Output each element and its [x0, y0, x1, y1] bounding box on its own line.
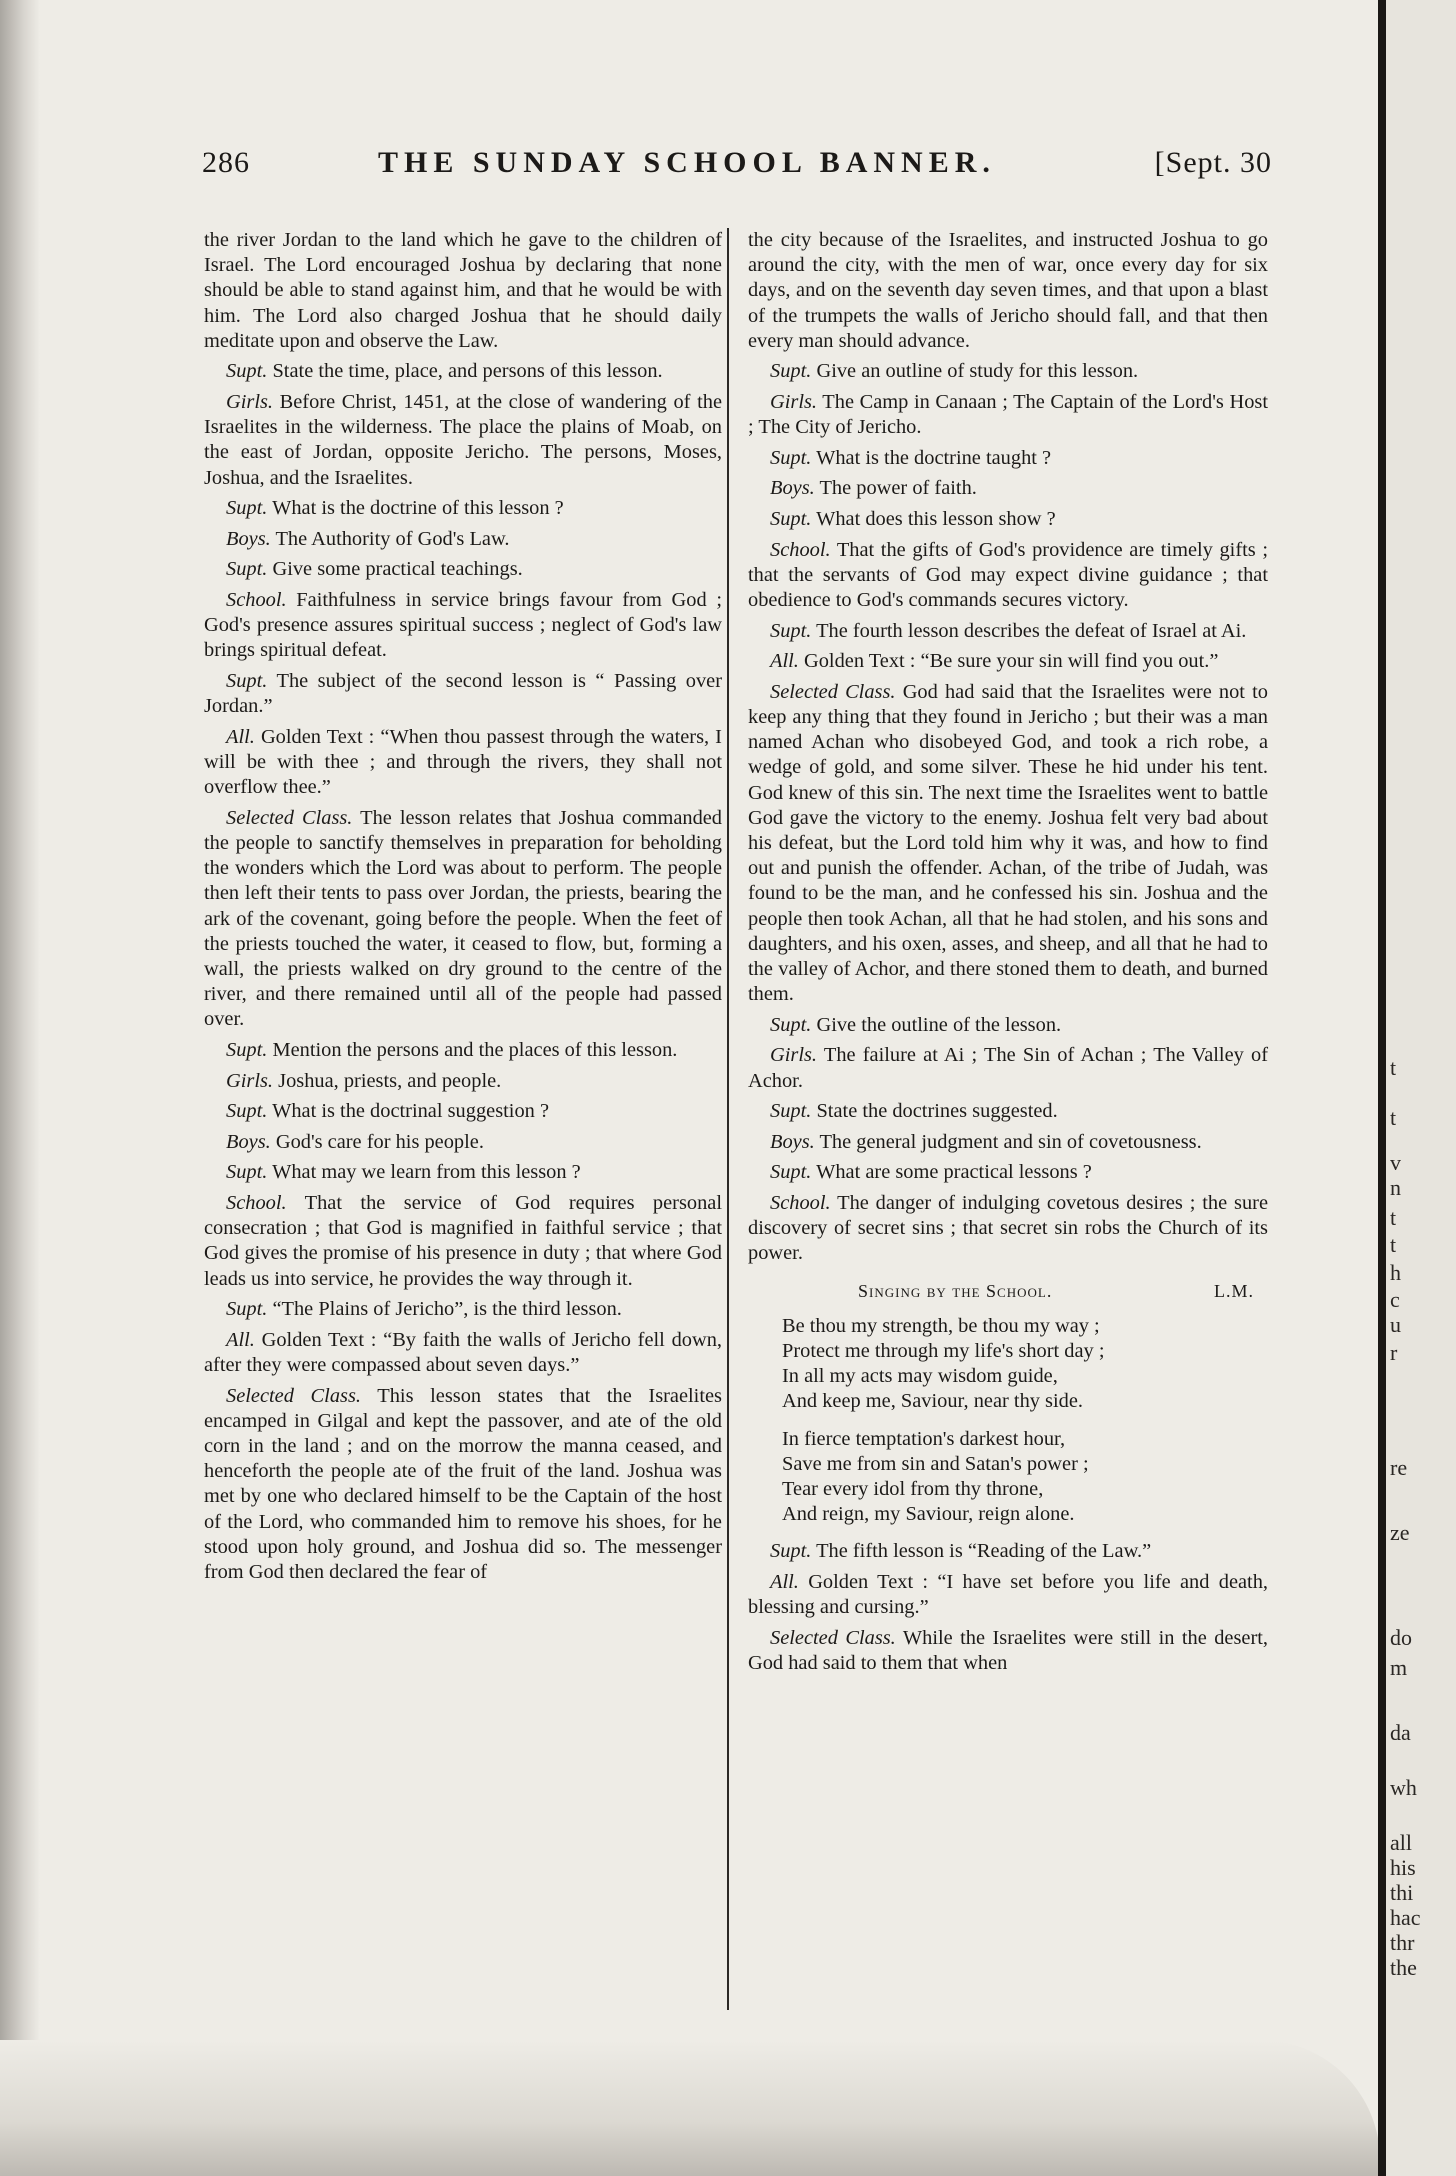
- hymn-line: Be thou my strength, be thou my way ;: [782, 1314, 1100, 1337]
- speaker-label: Supt.: [226, 497, 268, 520]
- facing-page-text-fragment: t: [1390, 1105, 1397, 1130]
- speaker-label: Boys.: [770, 477, 815, 500]
- dialogue-paragraph: [748, 538, 1268, 614]
- paragraph-text: State the doctrines suggested.: [816, 1100, 1058, 1123]
- facing-page-text-fragment: t: [1390, 1205, 1397, 1230]
- paragraph-text: Faithfulness in service brings favour from God ; God's presence assures spiritual success ; neglect of God's law brings spiritual defeat.: [204, 588, 722, 662]
- facing-page-text-fragment: thi: [1390, 1880, 1414, 1905]
- dialogue-paragraph: [204, 1099, 722, 1124]
- paragraph-text: This lesson states that the Israelites encamped in Gilgal and kept the passover, and ate of the old corn in the land ; and on the morrow the manna ceased, and henceforth the people ate of the fruit of the land. Joshua was met by one who declared himself to be the Captain of the host of the Lord, who commanded him to remove his shoes, for he stood upon holy ground, and Joshua did so. The messenger from God then declared the fear of: [204, 1384, 722, 1583]
- speaker-label: Supt.: [226, 360, 268, 383]
- speaker-label: Girls.: [770, 391, 818, 413]
- paragraph-text: The subject of the second lesson is “ Passing over Jordan.”: [204, 669, 723, 718]
- facing-page-text-fragment: the: [1390, 1955, 1417, 1980]
- speaker-label: All.: [770, 650, 799, 673]
- facing-page-text-fragment: ze: [1390, 1520, 1410, 1545]
- paragraph-text: the city because of the Israelites, and instructed Joshua to go around the city, with the men of war, once every day for six days, and on the seventh day seven times, and that upon a blast of the trumpets the walls of Jericho should fall, and that then every man should advance.: [748, 229, 1268, 352]
- facing-page-text-fragment: h: [1390, 1260, 1401, 1285]
- dialogue-paragraph: [748, 1191, 1268, 1267]
- running-date: [Sept. 30: [1154, 146, 1272, 179]
- facing-page-text-fragment: da: [1390, 1720, 1411, 1745]
- dialogue-paragraph: [748, 228, 1268, 354]
- dialogue-paragraph: [748, 507, 1268, 532]
- speaker-label: Supt.: [226, 1161, 268, 1184]
- speaker-label: Selected Class.: [770, 1626, 896, 1649]
- speaker-label: Boys.: [226, 527, 271, 550]
- page-header: [202, 146, 1272, 188]
- speaker-label: Supt.: [770, 1161, 812, 1184]
- speaker-label: Supt.: [226, 1298, 268, 1321]
- dialogue-paragraph: [204, 1328, 722, 1378]
- column-rule: [727, 228, 729, 2010]
- paragraph-text: Give an outline of study for this lesson.: [816, 360, 1139, 383]
- speaker-label: Girls.: [770, 1044, 818, 1067]
- dialogue-paragraph: [748, 390, 1268, 440]
- dialogue-paragraph: [204, 496, 722, 521]
- speaker-label: Supt.: [226, 1100, 268, 1123]
- speaker-label: School.: [770, 538, 831, 561]
- paragraph-text: The failure at Ai ; The Sin of Achan ; The Valley of Achor.: [748, 1044, 1268, 1092]
- paragraph-text: Before Christ, 1451, at the close of wandering of the Israelites in the wilderness. The place the plains of Moab, on the east of Jordan, opposite Jericho. The persons, Moses, Joshua, and the Israelites.: [204, 391, 722, 489]
- speaker-label: Boys.: [770, 1130, 815, 1153]
- speaker-label: Supt.: [770, 619, 812, 642]
- dialogue-paragraph: [204, 557, 722, 582]
- paragraph-text: What may we learn from this lesson ?: [272, 1161, 581, 1184]
- paragraph-text: The danger of indulging covetous desires ; the sure discovery of secret sins ; that secret sin robs the Church of its power.: [748, 1191, 1268, 1265]
- paragraph-text: the river Jordan to the land which he gave to the children of Israel. The Lord encouraged Joshua by declaring that none should be able to stand against him, and that he would be with him. The Lord also charged Joshua that he should daily meditate upon and observe the Law.: [204, 229, 722, 352]
- dialogue-paragraph: [204, 1191, 722, 1292]
- paragraph-text: Joshua, priests, and people.: [278, 1069, 502, 1092]
- paragraph-text: What are some practical lessons ?: [816, 1161, 1092, 1184]
- dialogue-paragraph: [748, 1570, 1268, 1620]
- binding-shadow: [0, 0, 40, 2176]
- paragraph-text: What is the doctrine of this lesson ?: [272, 497, 564, 520]
- paragraph-text: That the service of God requires personal consecration ; that God is magnified in faithful service ; that God gives the promise of his presence in duty ; that where God leads us into service, he provides the way through it.: [204, 1191, 722, 1290]
- speaker-label: Selected Class.: [770, 680, 896, 703]
- speaker-label: Supt.: [770, 1540, 812, 1563]
- dialogue-paragraph: [204, 1160, 722, 1185]
- paragraph-text: Give some practical teachings.: [272, 558, 523, 581]
- dialogue-paragraph: [204, 669, 722, 719]
- speaker-label: Supt.: [226, 669, 268, 692]
- hymn-line: And reign, my Saviour, reign alone.: [782, 1503, 1075, 1526]
- hymn-title: Singing by the School.: [858, 1280, 1053, 1301]
- hymn-stanzas: [748, 1314, 1268, 1528]
- dialogue-paragraph: [204, 588, 722, 664]
- dialogue-paragraph: [204, 725, 722, 801]
- paragraph-text: The Camp in Canaan ; The Captain of the Lord's Host ; The City of Jericho.: [748, 391, 1268, 439]
- speaker-label: Selected Class.: [226, 806, 353, 829]
- dialogue-paragraph: [204, 359, 722, 384]
- paragraph-text: God had said that the Israelites were not to keep any thing that they found in Jericho ; but their was a man named Achan who disobeyed God, and took a rich robe, a wedge of gold, and some silver. These he hid under his tent. God knew of this sin. The next time the Israelites went to battle God gave the victory to the enemy. Joshua felt very bad about his defeat, but the Lord told him why it was, and how to find out and punish the offender. Achan, of the tribe of Judah, was found to be the man, and he confessed his sin. Joshua and the people then took Achan, all that he had stolen, and his sons and daughters, and his oxen, asses, and sheep, and all that he had to the valley of Achor, and there stoned them to death, and burned them.: [748, 680, 1268, 1006]
- hymn-line: Save me from sin and Satan's power ;: [782, 1452, 1089, 1475]
- hymn-meter: L.M.: [1214, 1280, 1254, 1301]
- paragraph-text: That the gifts of God's providence are timely gifts ; that the servants of God may expect divine guidance ; that obedience to God's commands secures victory.: [748, 538, 1268, 611]
- speaker-label: Supt.: [226, 558, 268, 581]
- facing-page-text-fragment: hac: [1390, 1905, 1421, 1930]
- paragraph-text: Give the outline of the lesson.: [816, 1013, 1062, 1036]
- facing-page-text-fragment: wh: [1390, 1775, 1417, 1800]
- speaker-label: Selected Class.: [226, 1384, 361, 1407]
- right-column-dialogue: [748, 228, 1268, 1267]
- dialogue-paragraph: [748, 1539, 1268, 1564]
- left-column: [204, 228, 722, 1591]
- paragraph-text: Golden Text : “I have set before you life and death, blessing and cursing.”: [748, 1571, 1268, 1619]
- paragraph-text: Golden Text : “By faith the walls of Jericho fell down, after they were compassed about seven days.”: [204, 1328, 722, 1376]
- hymn-line: In all my acts may wisdom guide,: [782, 1365, 1058, 1388]
- facing-page-text-fragment: n: [1390, 1175, 1401, 1200]
- dialogue-paragraph: [748, 619, 1268, 644]
- facing-page-text-fragment: thr: [1390, 1930, 1415, 1955]
- dialogue-paragraph: [204, 1069, 722, 1094]
- paragraph-text: Golden Text : “Be sure your sin will find you out.”: [804, 650, 1219, 673]
- paragraph-text: State the time, place, and persons of this lesson.: [272, 360, 663, 383]
- paragraph-text: The power of faith.: [819, 477, 977, 500]
- speaker-label: All.: [770, 1571, 799, 1593]
- dialogue-paragraph: [204, 1038, 722, 1063]
- speaker-label: Girls.: [226, 391, 274, 413]
- speaker-label: School.: [770, 1191, 831, 1214]
- dialogue-paragraph: [748, 1130, 1268, 1155]
- dialogue-paragraph: [748, 1043, 1268, 1093]
- paragraph-text: The Authority of God's Law.: [275, 527, 510, 550]
- hymn-line: And keep me, Saviour, near thy side.: [782, 1390, 1084, 1413]
- hymn-stanza: [748, 1427, 1268, 1528]
- dialogue-paragraph: [748, 680, 1268, 1008]
- dialogue-paragraph: [748, 1626, 1268, 1676]
- speaker-label: Supt.: [226, 1039, 268, 1061]
- speaker-label: Supt.: [770, 1013, 812, 1036]
- facing-page-text-fragment: t: [1390, 1055, 1397, 1080]
- facing-page-text-fragment: m: [1390, 1655, 1408, 1680]
- dialogue-paragraph: [204, 527, 722, 552]
- dialogue-paragraph: [204, 1297, 722, 1322]
- facing-page-text-fragment: c: [1390, 1287, 1400, 1312]
- paragraph-text: The fourth lesson describes the defeat of Israel at Ai.: [816, 619, 1247, 642]
- facing-page-text-fragment: re: [1390, 1455, 1408, 1480]
- dialogue-paragraph: [204, 1130, 722, 1155]
- page-curl-shadow: [0, 2040, 1380, 2176]
- paragraph-text: What does this lesson show ?: [816, 507, 1056, 530]
- paragraph-text: “The Plains of Jericho”, is the third lesson.: [272, 1298, 622, 1321]
- paragraph-text: God's care for his people.: [275, 1130, 484, 1153]
- hymn-heading: [748, 1279, 1268, 1304]
- speaker-label: Supt.: [770, 1100, 812, 1123]
- dialogue-paragraph: [748, 446, 1268, 471]
- dialogue-paragraph: [204, 228, 722, 354]
- paragraph-text: Mention the persons and the places of this lesson.: [272, 1039, 678, 1061]
- hymn: [748, 1279, 1268, 1528]
- hymn-line: In fierce temptation's darkest hour,: [782, 1427, 1066, 1450]
- facing-page-text-fragment: r: [1390, 1340, 1398, 1365]
- facing-page-text-fragment: his: [1390, 1855, 1416, 1880]
- speaker-label: All.: [226, 1328, 255, 1351]
- speaker-label: All.: [226, 725, 255, 748]
- speaker-label: Supt.: [770, 360, 812, 383]
- page-edge: [1378, 0, 1386, 2176]
- hymn-line: Protect me through my life's short day ;: [782, 1339, 1105, 1362]
- paragraph-text: The lesson relates that Joshua commanded the people to sanctify themselves in preparation for beholding the wonders which the Lord was about to perform. The people then left their tents to pass over Jordan, the priests, bearing the ark of the covenant, going before the people. When the feet of the priests touched the water, it ceased to flow, but, forming a wall, the priests walked on dry ground to the centre of the river, and there remained until all of the people had passed over.: [204, 806, 723, 1031]
- speaker-label: Girls.: [226, 1069, 274, 1092]
- paragraph-text: What is the doctrine taught ?: [816, 446, 1052, 469]
- facing-page-text-fragment: t: [1390, 1232, 1397, 1257]
- speaker-label: School.: [226, 1191, 287, 1214]
- speaker-label: Supt.: [770, 446, 812, 469]
- speaker-label: School.: [226, 588, 287, 611]
- dialogue-paragraph: [204, 1384, 722, 1586]
- facing-page-text-fragment: v: [1390, 1150, 1401, 1175]
- facing-page-text-fragment: do: [1390, 1625, 1412, 1650]
- dialogue-paragraph: [204, 390, 722, 491]
- facing-page-text-fragment: u: [1390, 1312, 1401, 1337]
- dialogue-paragraph: [748, 359, 1268, 384]
- hymn-stanza: [748, 1314, 1268, 1415]
- dialogue-paragraph: [748, 1160, 1268, 1185]
- right-column: [748, 228, 1268, 1682]
- paragraph-text: While the Israelites were still in the desert, God had said to them that when: [748, 1626, 1269, 1674]
- facing-page-strip: [1386, 0, 1456, 2176]
- running-title: THE SUNDAY SCHOOL BANNER.: [378, 146, 996, 179]
- dialogue-paragraph: [748, 649, 1268, 674]
- paragraph-text: Golden Text : “When thou passest through the waters, I will be with thee ; and through the rivers, they shall not overflow thee.”: [204, 725, 722, 799]
- hymn-line: Tear every idol from thy throne,: [782, 1478, 1044, 1500]
- facing-page-text-fragment: all: [1390, 1830, 1412, 1855]
- right-column-dialogue-continued: [748, 1539, 1268, 1676]
- dialogue-paragraph: [748, 1013, 1268, 1038]
- page-number: 286: [202, 146, 250, 179]
- speaker-label: Boys.: [226, 1130, 271, 1153]
- paragraph-text: The general judgment and sin of covetousness.: [819, 1130, 1202, 1153]
- paragraph-text: What is the doctrinal suggestion ?: [272, 1100, 550, 1123]
- dialogue-paragraph: [748, 1099, 1268, 1124]
- paragraph-text: The fifth lesson is “Reading of the Law.”: [816, 1540, 1152, 1563]
- dialogue-paragraph: [748, 476, 1268, 501]
- speaker-label: Supt.: [770, 507, 812, 530]
- dialogue-paragraph: [204, 806, 722, 1033]
